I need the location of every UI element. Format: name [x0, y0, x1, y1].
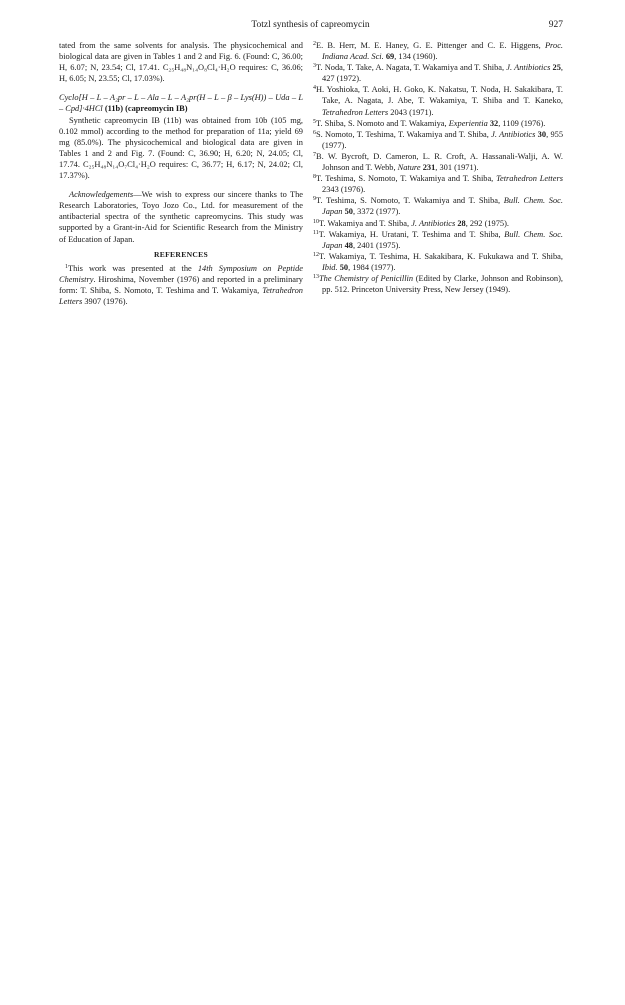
reference-number: 7 [313, 151, 316, 158]
reference-journal: Proc. Indiana Acad. Sci. [322, 41, 563, 62]
reference-volume: 25 [550, 63, 561, 73]
reference-journal: Tetrahedron Letters [322, 107, 389, 117]
reference-number: 5 [313, 118, 316, 125]
reference-authors: T. Wakamiya, H. Uratani, T. Teshima and T. Shiba, [318, 229, 505, 239]
reference-volume: 32 [487, 118, 499, 128]
reference-item [313, 218, 563, 229]
compound-label: (11b) (capreomycin IB) [102, 104, 188, 114]
reference-volume: 28 [455, 218, 466, 228]
reference-number: 2 [313, 41, 316, 47]
reference-list [313, 40, 563, 295]
reference-pages: 2343 (1976). [322, 185, 366, 195]
reference-volume: 231 [420, 163, 436, 173]
footnote-1 [59, 263, 303, 307]
reference-volume: 48 [342, 240, 353, 250]
acknowledgements [59, 189, 303, 244]
reference-item [313, 118, 563, 129]
reference-number: 4 [313, 85, 316, 92]
reference-item [313, 251, 563, 273]
reference-journal: Ibid. [322, 262, 338, 272]
reference-authors: T. Teshima, S. Nomoto, T. Wakamiya and T. Shiba, [316, 196, 504, 206]
reference-item [313, 195, 563, 217]
analysis-paragraph: tated from the same solvents for analysis. The physicochemical and biological data are given in Tables 1 and 2 and Fig. 6. (Found: C, 36.00; H, 6.07; N, 23.54; Cl, 17.41. C₂₅H₄₈N₁₄O₈Cl₄·H₂O requires: C, 36.06; H, 6.05; N, 23.55; Cl, 17.03%). [59, 41, 303, 84]
reference-journal: The Chemistry of Penicillin [319, 273, 414, 283]
reference-number: 13 [313, 273, 319, 280]
running-title: Totzl synthesis of capreomycin [251, 20, 370, 30]
reference-number: 3 [313, 63, 316, 70]
reference-volume: 50 [337, 262, 349, 272]
reference-authors: T. Wakamiya and T. Shiba, [319, 218, 412, 228]
reference-pages: (Edited by Clarke, Johnson and Robinson), pp. 512. Princeton University Press, New Jersey (1949). [322, 273, 563, 295]
footnote-text-c: 3907 (1976). [82, 296, 128, 306]
reference-journal: J. Antibiotics [506, 63, 551, 73]
footnote-text-a: This work was presented at the [68, 263, 198, 273]
reference-item [313, 129, 563, 151]
reference-number: 6 [313, 129, 316, 136]
reference-item [313, 173, 563, 195]
compound-title: Cyclo[H – L – A₂pr – L – Ala – L – A₂pr(H – L – β – Lys(H)) – Uda – L – Cpd]·4HCl [59, 93, 303, 114]
references-heading: REFERENCES [153, 249, 209, 259]
reference-pages: , 301 (1971). [435, 163, 479, 173]
reference-journal: J. Antibiotics [411, 218, 456, 228]
reference-number: 11 [313, 229, 319, 236]
reference-authors: T. Shiba, S. Nomoto and T. Wakamiya, [316, 118, 449, 128]
reference-authors: S. Nomoto, T. Teshima, T. Wakamiya and T. Shiba, [316, 129, 492, 139]
reference-item [313, 273, 563, 295]
reference-pages: , 955 (1977). [322, 129, 564, 150]
reference-journal: Bull. Chem. Soc. Japan [322, 196, 563, 217]
reference-journal: Bull. Chem. Soc. Japan [322, 229, 564, 250]
reference-volume: 69 [383, 52, 395, 62]
reference-authors: E. B. Herr, M. E. Haney, G. E. Pittenger and C. E. Higgens, [316, 41, 545, 50]
reference-authors: T. Teshima, S. Nomoto, T. Wakamiya and T. Shiba, [316, 174, 497, 184]
footnote-text-b: . Hiroshima, November (1976) and reported in a preliminary form: T. Shiba, S. Nomoto, T. Teshima and T. Wakamiya, [59, 274, 303, 295]
left-column [59, 40, 303, 307]
reference-authors: T. Wakamiya, T. Teshima, H. Sakakibara, K. Fukukawa and T. Shiba, [319, 251, 563, 261]
reference-volume: 50 [342, 207, 353, 217]
synthesis-paragraph: Synthetic capreomycin IB (11b) was obtained from 10b (105 mg, 0.102 mmol) according to the method for preparation of 11a; yield 69 mg (85.0%). The physicochemical and biological data are given in Tables 1 and 2 and Fig. 7. (Found: C, 36.90; H, 6.20; N, 24.05; Cl, 17.74. C₂₅H₄₈N₁₄O₇Cl₄·H₂O requires: C, 36.77; H, 6.17; N, 24.02; Cl, 17.37%). [59, 115, 303, 181]
footnote-journal: Tetrahedron Letters [59, 285, 303, 306]
reference-pages: , 1984 (1977). [348, 262, 396, 272]
reference-volume: 30 [535, 129, 547, 139]
reference-authors: H. Yoshioka, T. Aoki, H. Goko, K. Nakatsu, T. Noda, H. Sakakibara, T. Take, A. Nagata, J. Abe, T. Wakamiya, T. Shiba and T. Kaneko, [316, 85, 563, 106]
right-column [313, 40, 563, 295]
reference-pages: , 2401 (1975). [352, 240, 401, 250]
reference-pages: , 134 (1960). [394, 52, 438, 62]
compound-heading [59, 92, 303, 114]
reference-authors: T. Noda, T. Take, A. Nagata, T. Wakamiya and T. Shiba, [316, 63, 507, 73]
reference-journal: Nature [397, 163, 421, 173]
reference-journal: J. Antibiotics [491, 129, 536, 139]
reference-pages: , 1109 (1976). [498, 118, 546, 128]
reference-journal: Tetrahedron Letters [496, 174, 563, 184]
reference-item [313, 84, 563, 117]
reference-item [313, 40, 563, 62]
reference-journal: Experientia [448, 118, 488, 128]
reference-authors: B. W. Bycroft, D. Cameron, L. R. Croft, A. Hassanali-Walji, A. W. Johnson and T. Webb, [316, 151, 563, 173]
reference-pages: 2043 (1971). [388, 107, 434, 117]
page-number: 927 [548, 20, 563, 30]
reference-number: 10 [313, 218, 319, 225]
running-header [58, 20, 563, 34]
reference-number: 8 [313, 174, 316, 181]
reference-item [313, 229, 563, 251]
reference-pages: , 3372 (1977). [352, 207, 401, 217]
footnote-number: 1 [65, 263, 68, 270]
reference-number: 9 [313, 196, 316, 203]
reference-item [313, 62, 563, 84]
acknowledgements-text: —We wish to express our sincere thanks to The Research Laboratories, Toyo Jozo Co., Ltd. for measurement of the antibacterial spectra of the synthetic capreomycins. This study was supported by a Grant-in-Aid for Scientific Research from the Ministry of Education of Japan. [59, 190, 303, 244]
acknowledgements-label: Acknowledgements [69, 190, 134, 200]
reference-pages: , 427 (1972). [322, 63, 564, 84]
reference-pages: , 292 (1975). [465, 218, 509, 228]
reference-item [313, 151, 563, 173]
reference-number: 12 [313, 251, 319, 258]
footnote-symposium: 14th Symposium on Peptide Chemistry [59, 263, 303, 284]
